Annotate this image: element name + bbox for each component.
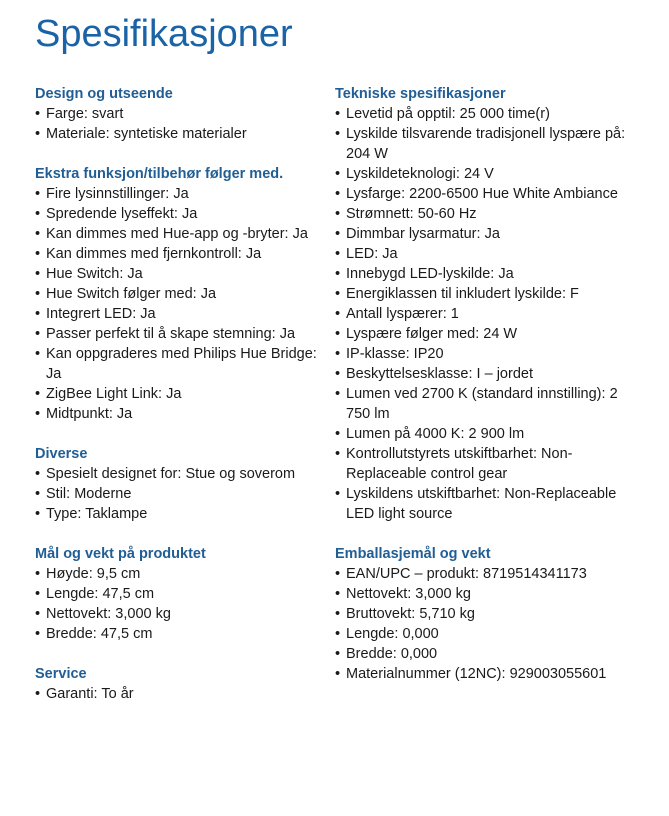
spec-item: • Strømnett: 50-60 Hz bbox=[335, 204, 635, 224]
spec-item: • Lyskildeteknologi: 24 V bbox=[335, 164, 635, 184]
spec-item: • Kan dimmes med fjernkontroll: Ja bbox=[35, 244, 320, 264]
spec-list bbox=[35, 184, 320, 424]
section-heading: Ekstra funksjon/tilbehør følger med. bbox=[35, 166, 284, 182]
spec-item: • Lengde: 47,5 cm bbox=[35, 584, 320, 604]
spec-section-service bbox=[35, 664, 320, 704]
spec-list bbox=[35, 464, 320, 524]
spec-item: • Materiale: syntetiske materialer bbox=[35, 124, 320, 144]
spec-item: • Lumen ved 2700 K (standard innstilling): 2 750 lm bbox=[335, 384, 635, 424]
spec-item: • Stil: Moderne bbox=[35, 484, 320, 504]
spec-list bbox=[35, 684, 320, 704]
spec-item: • Bredde: 0,000 bbox=[335, 644, 635, 664]
spec-item: • Dimmbar lysarmatur: Ja bbox=[335, 224, 635, 244]
spec-item: • Fire lysinnstillinger: Ja bbox=[35, 184, 320, 204]
spec-item: • LED: Ja bbox=[335, 244, 635, 264]
spec-item: • Lyskilde tilsvarende tradisjonell lyspære på: 204 W bbox=[335, 124, 635, 164]
spec-item: • Passer perfekt til å skape stemning: Ja bbox=[35, 324, 320, 344]
spec-item: • Antall lyspærer: 1 bbox=[335, 304, 635, 324]
spec-item: • Hue Switch: Ja bbox=[35, 264, 320, 284]
spec-item: • Farge: svart bbox=[35, 104, 320, 124]
spec-item: • IP-klasse: IP20 bbox=[335, 344, 635, 364]
page-title: Spesifikasjoner bbox=[35, 13, 293, 55]
spec-list bbox=[335, 564, 635, 684]
spec-item: • Bredde: 47,5 cm bbox=[35, 624, 320, 644]
spec-item: • Type: Taklampe bbox=[35, 504, 320, 524]
spec-item: • Midtpunkt: Ja bbox=[35, 404, 320, 424]
spec-item: • EAN/UPC – produkt: 8719514341173 bbox=[335, 564, 635, 584]
spec-section-tekniske-spesifikasjoner bbox=[335, 84, 635, 524]
spec-list bbox=[335, 104, 635, 524]
spec-item: • ZigBee Light Link: Ja bbox=[35, 384, 320, 404]
section-heading: Emballasjemål og vekt bbox=[335, 546, 491, 562]
spec-item: • Lumen på 4000 K: 2 900 lm bbox=[335, 424, 635, 444]
right-column bbox=[335, 84, 635, 704]
spec-item: • Kontrollutstyrets utskiftbarhet: Non-Replaceable control gear bbox=[335, 444, 635, 484]
spec-item: • Innebygd LED-lyskilde: Ja bbox=[335, 264, 635, 284]
section-heading: Service bbox=[35, 666, 87, 682]
spec-list bbox=[35, 104, 320, 144]
spec-item: • Levetid på opptil: 25 000 time(r) bbox=[335, 104, 635, 124]
spec-section-design-og-utseende bbox=[35, 84, 320, 144]
spec-item: • Lengde: 0,000 bbox=[335, 624, 635, 644]
spec-item: • Integrert LED: Ja bbox=[35, 304, 320, 324]
spec-item: • Spredende lyseffekt: Ja bbox=[35, 204, 320, 224]
spec-item: • Nettovekt: 3,000 kg bbox=[35, 604, 320, 624]
spec-item: • Lyskildens utskiftbarhet: Non-Replaceable LED light source bbox=[335, 484, 635, 524]
section-heading: Design og utseende bbox=[35, 86, 173, 102]
spec-section-diverse bbox=[35, 444, 320, 524]
spec-item: • Garanti: To år bbox=[35, 684, 320, 704]
spec-section-emballasjem-l-og-vekt bbox=[335, 544, 635, 684]
section-heading: Tekniske spesifikasjoner bbox=[335, 86, 506, 102]
section-heading: Mål og vekt på produktet bbox=[35, 546, 206, 562]
spec-item: • Nettovekt: 3,000 kg bbox=[335, 584, 635, 604]
spec-section-m-l-og-vekt-p-produktet bbox=[35, 544, 320, 644]
spec-section-ekstra-funksjon-tilbeh-r-f-lger-med bbox=[35, 164, 320, 424]
spec-item: • Lyspære følger med: 24 W bbox=[335, 324, 635, 344]
spec-item: • Spesielt designet for: Stue og soverom bbox=[35, 464, 320, 484]
spec-item: • Energiklassen til inkludert lyskilde: F bbox=[335, 284, 635, 304]
spec-item: • Beskyttelsesklasse: I – jordet bbox=[335, 364, 635, 384]
spec-list bbox=[35, 564, 320, 644]
spec-item: • Kan oppgraderes med Philips Hue Bridge: Ja bbox=[35, 344, 320, 384]
spec-item: • Lysfarge: 2200-6500 Hue White Ambiance bbox=[335, 184, 635, 204]
spec-item: • Hue Switch følger med: Ja bbox=[35, 284, 320, 304]
spec-item: • Bruttovekt: 5,710 kg bbox=[335, 604, 635, 624]
left-column bbox=[35, 84, 320, 724]
spec-item: • Høyde: 9,5 cm bbox=[35, 564, 320, 584]
spec-item: • Kan dimmes med Hue-app og -bryter: Ja bbox=[35, 224, 320, 244]
section-heading: Diverse bbox=[35, 446, 88, 462]
spec-item: • Materialnummer (12NC): 929003055601 bbox=[335, 664, 635, 684]
